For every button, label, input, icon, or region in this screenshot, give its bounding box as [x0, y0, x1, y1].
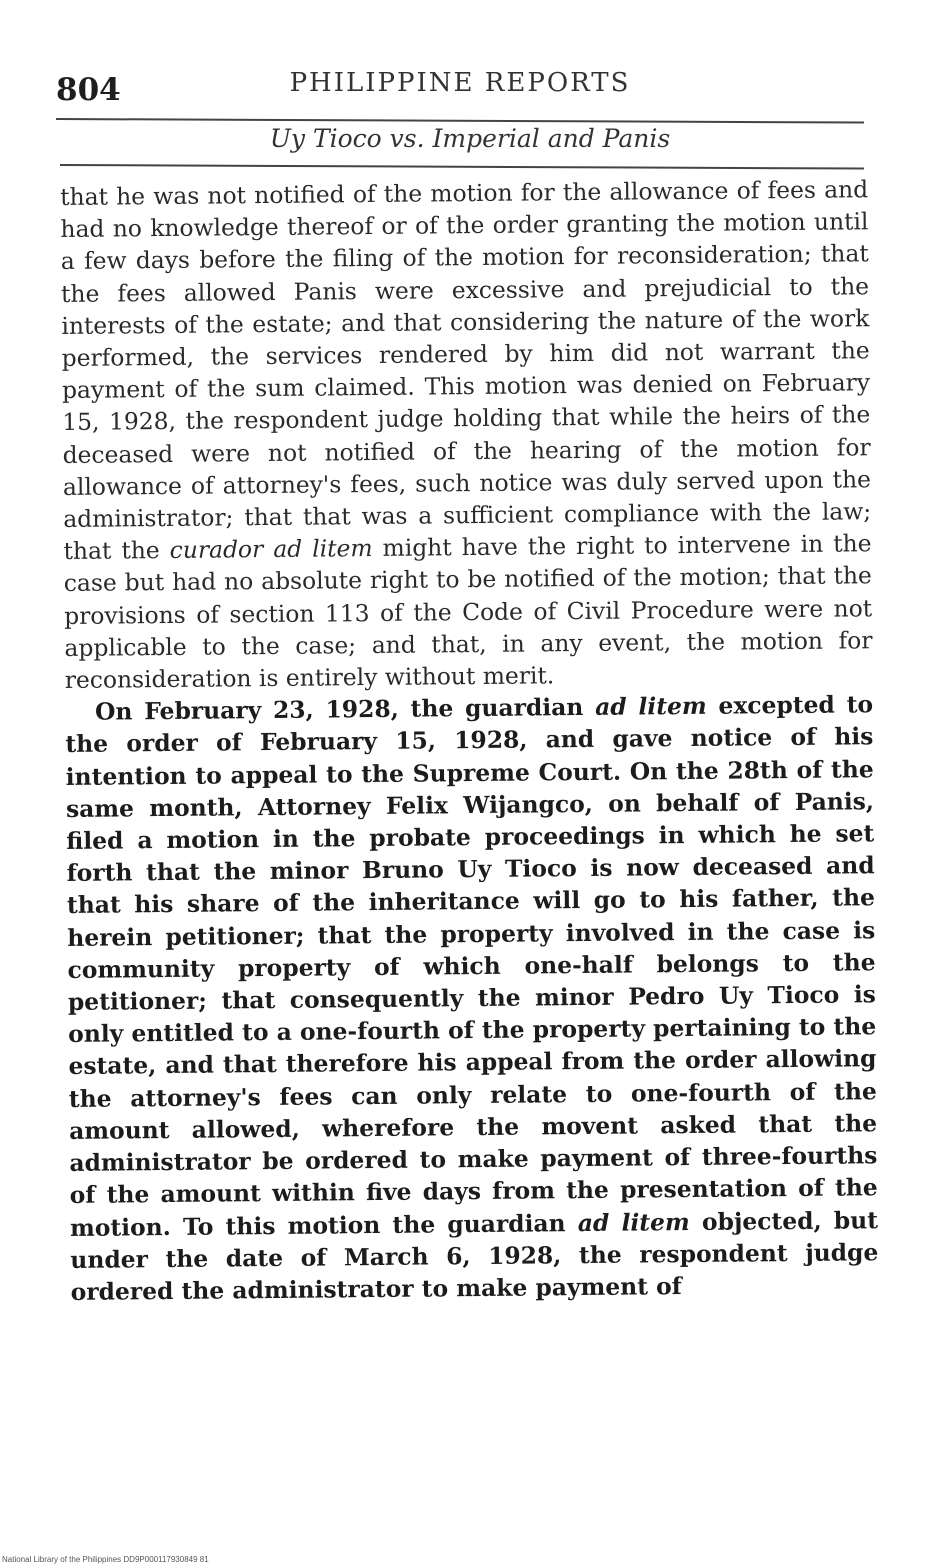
- paragraph-1-text-b: might have the right to intervene in the case but had no absolute right to be notified of the motion; that the provisions of section 113 of the Code of Civil Procedure were not applicable to the case; and that, in any event, the motion for reconsideration is entirely without merit.: [63, 529, 873, 695]
- body-text: [60, 173, 879, 1308]
- header-rule-top: [56, 118, 864, 124]
- source-footer-note: National Library of the Philippines DD9P000117930849 81: [2, 1555, 209, 1564]
- paragraph-2-italic-ad-litem-1: ad litem: [595, 692, 707, 722]
- paragraph-1: [60, 173, 873, 696]
- running-head: PHILIPPINE REPORTS: [289, 68, 631, 98]
- page-number: 804: [56, 72, 121, 108]
- paragraph-1-text-a: that he was not notified of the motion for the allowance of fees and had no knowledge thereof or of the order granting the motion until a few days before the filing of the motion for reconsideration; that the fees allowed Panis were excessive and prejudicial to the interests of the estate; and that considering the nature of the work performed, the services rendered by him did not warrant the payment of the sum claimed. This motion was denied on February 15, 1928, the respondent judge holding that while the heirs of the deceased were not notified of the hearing of the motion for allowance of attorney's fees, such notice was duly served upon the administrator; that that was a sufficient compliance with the law; that the: [60, 175, 872, 566]
- paragraph-2-text-a: On February 23, 1928, the guardian: [94, 693, 596, 726]
- paragraph-2: [65, 688, 879, 1308]
- paragraph-2-italic-ad-litem-2: ad litem: [577, 1207, 690, 1237]
- paragraph-2-text-b: excepted to the order of February 15, 1928, and gave notice of his intention to appeal to the Supreme Court. On the 28th of the same month, Attorney Felix Wijangco, on behalf of Panis, filed a motion in the probate proceedings in which he set forth that the minor Bruno Uy Tioco is now deceased and that his share of the inheritance will go to his father, the herein petitioner; that the property involved in the case is community property of which one-half belongs to the petitioner; that consequently the minor Pedro Uy Tioco is only entitled to a one-fourth of the property pertaining to the estate, and that therefore his appeal from the order allowing the attorney's fees can only relate to one-fourth of the amount allowed, wherefore the movent asked that the administrator be ordered to make payment of three-fourths of the amount within five days from the presentation of the motion. To this motion the guardian: [65, 690, 878, 1242]
- header-rule-bottom: [60, 164, 864, 170]
- case-title: Uy Tioco vs. Imperial and Panis: [269, 124, 671, 153]
- paragraph-2-text-c: objected, but under the date of March 6, 1928, the respondent judge ordered the administrator to make payment of: [70, 1205, 879, 1306]
- paragraph-1-italic-curador-ad-litem: curador ad litem: [169, 534, 373, 565]
